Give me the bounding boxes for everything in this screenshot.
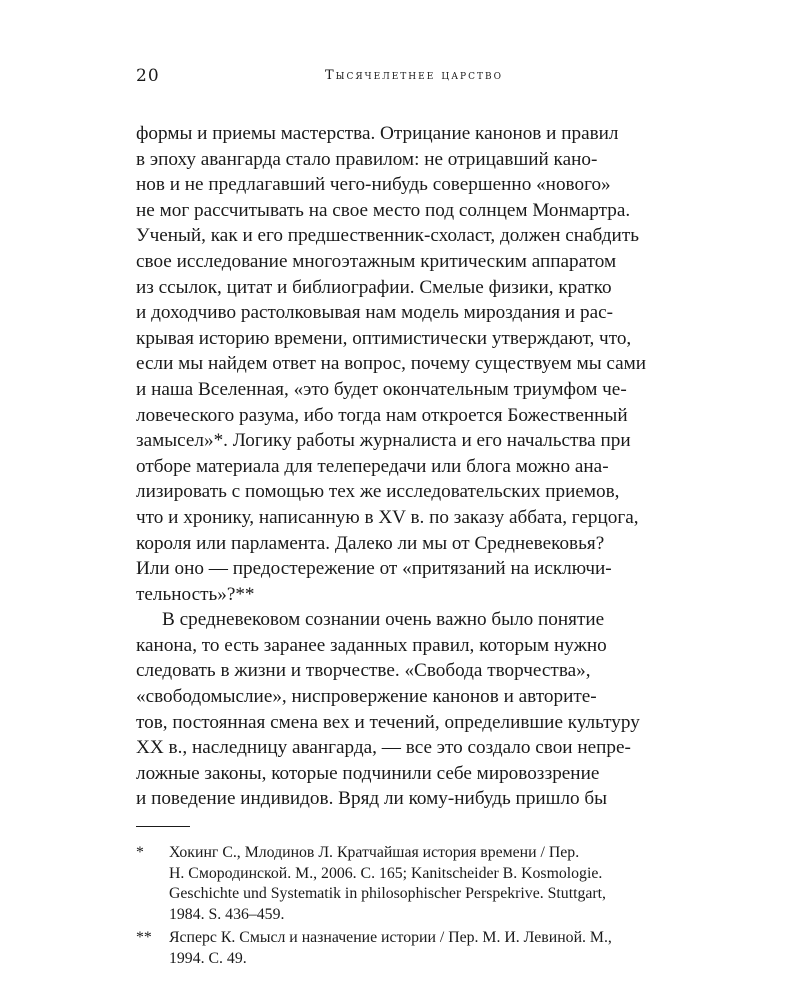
text-line: тов, постоянная смена вех и течений, определившие культуру (136, 711, 640, 733)
text-line: из ссылок, цитат и библиографии. Смелые физики, кратко (136, 276, 612, 298)
text-line: В средневековом сознании очень важно было понятие (162, 609, 605, 631)
paragraph (136, 607, 692, 812)
main-text (136, 121, 692, 812)
running-title: Тысячелетнее царство (324, 68, 503, 83)
text-line: лизировать с помощью тех же исследовательских приемов, (136, 481, 620, 503)
text-line: крывая историю времени, оптимистически утверждают, что, (136, 327, 632, 349)
text-line: «свободомыслие», ниспровержение канонов и авторите- (136, 686, 597, 708)
text-line: Ученый, как и его предшественник-схоласт, должен снабдить (136, 225, 639, 247)
text-line: не мог рассчитывать на свое место под солнцем Монмартра. (136, 199, 631, 221)
text-line: канона, то есть заранее заданных правил, которым нужно (136, 634, 607, 656)
text-line: отборе материала для телепередачи или блога можно ана- (136, 455, 609, 477)
footnotes (136, 843, 692, 970)
footnote-line: Ясперс К. Смысл и назначение истории / Пер. М. И. Левиной. М., (169, 929, 612, 947)
text-line: что и хронику, написанную в XV в. по заказу аббата, герцога, (136, 506, 639, 528)
text-line: XX в., наследницу авангарда, — все это создало свои непре- (136, 737, 631, 759)
text-line: Или оно — предостережение от «притязаний на исключи- (136, 558, 612, 580)
paragraph (136, 121, 692, 607)
footnote-line: Geschichte und Systematik in philosophischer Perspekrive. Stuttgart, (169, 885, 606, 903)
text-line: и поведение индивидов. Вряд ли кому-нибудь пришло бы (136, 788, 608, 810)
text-line: свое исследование многоэтажным критическим аппаратом (136, 250, 617, 272)
text-line: короля или парламента. Далеко ли мы от Средневековья? (136, 532, 605, 554)
footnote (136, 928, 692, 969)
text-line: ловеческого разума, ибо тогда нам откроется Божественный (136, 404, 628, 426)
text-line: ложные законы, которые подчинили себе мировоззрение (136, 762, 600, 784)
text-line: формы и приемы мастерства. Отрицание канонов и правил (136, 123, 619, 144)
running-head (136, 62, 692, 88)
text-line: и наша Вселенная, «это будет окончательным триумфом че- (136, 378, 627, 400)
page-number: 20 (136, 66, 160, 86)
footnote (136, 843, 692, 925)
footnote-mark: * (136, 844, 144, 862)
text-line: и доходчиво растолковывая нам модель мироздания и рас- (136, 302, 614, 324)
text-line: если мы найдем ответ на вопрос, почему существуем мы сами (136, 353, 647, 375)
footnote-line: Н. Смородинской. М., 2006. С. 165; Kanitscheider B. Kosmologie. (169, 864, 603, 882)
text-line: нов и не предлагавший чего-нибудь совершенно «нового» (136, 174, 611, 196)
text-line: следовать в жизни и творчестве. «Свобода творчества», (136, 660, 591, 682)
book-page (136, 62, 692, 973)
text-line: тельность»?** (136, 583, 255, 605)
footnote-mark: ** (136, 929, 152, 947)
footnote-line: 1994. С. 49. (169, 950, 247, 967)
text-line: замысел»*. Логику работы журналиста и его начальства при (136, 430, 631, 452)
footnote-line: 1984. S. 436–459. (169, 905, 285, 923)
text-line: в эпоху авангарда стало правилом: не отрицавший кано- (136, 148, 598, 170)
footnote-divider (136, 826, 190, 827)
footnote-line: Хокинг С., Млодинов Л. Кратчайшая история времени / Пер. (169, 844, 580, 862)
